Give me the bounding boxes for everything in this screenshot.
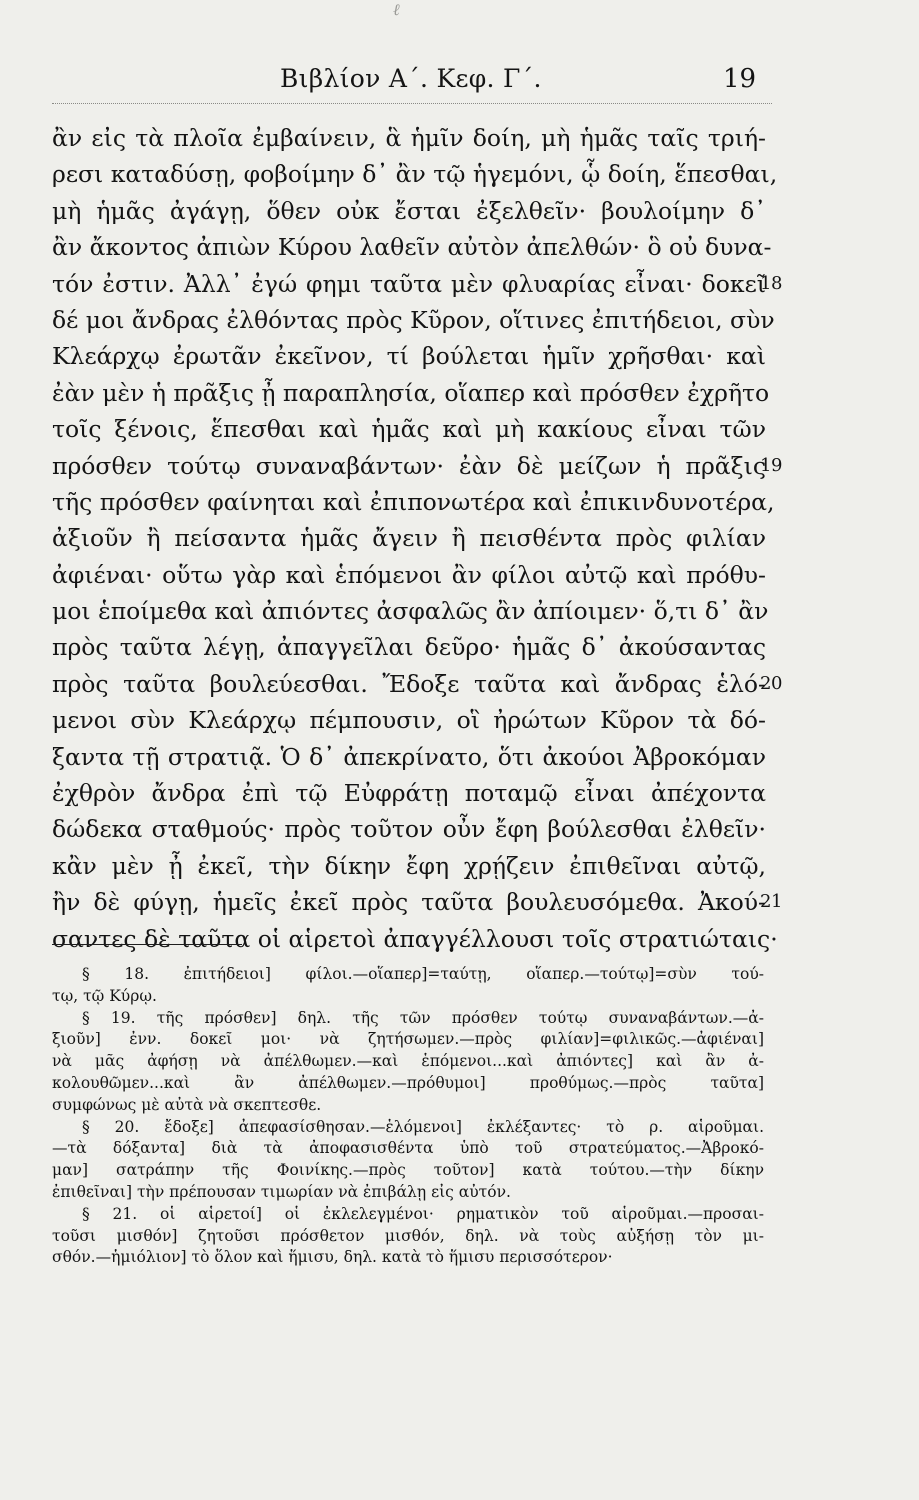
- line-text: μὴ ἡμᾶς ἀγάγῃ, ὅθεν οὐκ ἔσται ἐξελθεῖν· βουλοίμην δ᾽: [52, 196, 766, 225]
- text-line: [52, 411, 766, 447]
- pencil-mark: ℓ: [393, 0, 400, 19]
- note-line: κολουθῶμεν...καὶ ἂν ἀπέλθωμεν.—πρόθυμοι] προθύμως.—πρὸς ταῦτα]: [52, 1073, 764, 1092]
- line-text: σαντες δὲ ταῦτα οἱ αἱρετοὶ ἀπαγγέλλουσι τοῖς στρατιώταις·: [52, 924, 778, 953]
- line-text: τόν ἐστιν. Ἀλλ᾽ ἐγώ φημι ταῦτα μὲν φλυαρίας εἶναι· δοκεῖ: [52, 269, 766, 298]
- section-number: 20: [760, 672, 782, 694]
- text-line: [52, 884, 782, 920]
- text-line: [52, 557, 766, 593]
- line-text: Κλεάρχῳ ἐρωτᾶν ἐκεῖνον, τί βούλεται ἡμῖν χρῆσθαι· καὶ: [52, 342, 766, 371]
- line-text: ἐχθρὸν ἄνδρα ἐπὶ τῷ Εὐφράτῃ ποταμῷ εἶναι ἀπέχοντα: [52, 779, 766, 808]
- line-text: ἂν εἰς τὰ πλοῖα ἐμβαίνειν, ἃ ἡμῖν δοίη, μὴ ἡμᾶς ταῖς τριή-: [52, 124, 766, 152]
- text-line: [52, 702, 766, 738]
- line-text: ἢν δὲ φύγῃ, ἡμεῖς ἐκεῖ πρὸς ταῦτα βουλευσόμεθα. Ἀκού-: [52, 888, 766, 917]
- note-line: μαν] σατράπην τῆς Φοινίκης.—πρὸς τοῦτον] κατὰ τούτου.—τὴν δίκην: [52, 1161, 764, 1180]
- line-text: τοῖς ξένοις, ἕπεσθαι καὶ ἡμᾶς καὶ μὴ κακίους εἶναι τῶν: [52, 415, 766, 444]
- text-line: [52, 193, 766, 229]
- line-text: ἂν ἄκοντος ἀπιὼν Κύρου λαθεῖν αὐτὸν ἀπελθών· ὃ οὐ δυνα-: [52, 233, 772, 262]
- note-line: νὰ μᾶς ἀφήσῃ νὰ ἀπέλθωμεν.—καὶ ἑπόμενοι...καὶ ἀπιόντες] καὶ ἂν ἀ-: [52, 1052, 764, 1071]
- page-number: 19: [723, 64, 757, 94]
- text-line: [52, 484, 775, 520]
- running-title: Βιβλίον Α΄. Κεφ. Γ΄.: [280, 64, 542, 93]
- text-line: [52, 666, 782, 702]
- line-text: κἂν μὲν ᾖ ἐκεῖ, τὴν δίκην ἔφη χρῄζειν ἐπιθεῖναι αὐτῷ,: [52, 851, 766, 880]
- line-text: ξαντα τῇ στρατιᾷ. Ὁ δ᾽ ἀπεκρίνατο, ὅτι ἀκούοι Ἀβροκόμαν: [52, 742, 766, 771]
- note-line: § 20. ἔδοξε] ἀπεφασίσθησαν.—ἑλόμενοι] ἐκλέξαντες· τὸ ρ. αἱροῦμαι.: [82, 1117, 764, 1136]
- section-number: 18: [760, 272, 782, 294]
- line-text: πρὸς ταῦτα βουλεύεσθαι. Ἔδοξε ταῦτα καὶ ἄνδρας ἑλό-: [52, 669, 766, 698]
- text-line: [52, 811, 766, 847]
- note-line: ἐπιθεῖναι] τὴν πρέπουσαν τιμωρίαν νὰ ἐπιβάλῃ εἰς αὐτόν.: [52, 1182, 511, 1201]
- line-text: ἀφιέναι· οὕτω γὰρ καὶ ἑπόμενοι ἂν φίλοι αὐτῷ καὶ πρόθυ-: [52, 560, 766, 589]
- line-text: ἀξιοῦν ἢ πείσαντα ἡμᾶς ἄγειν ἢ πεισθέντα πρὸς φιλίαν: [52, 524, 766, 553]
- text-line: [52, 520, 766, 556]
- text-line: [52, 739, 766, 775]
- main-text: [52, 120, 832, 957]
- header-rule: [52, 103, 772, 104]
- text-line: [52, 593, 769, 629]
- line-text: μενοι σὺν Κλεάρχῳ πέμπουσιν, οἳ ἠρώτων Κῦρον τὰ δό-: [52, 706, 766, 735]
- line-text: πρὸς ταῦτα λέγῃ, ἀπαγγεῖλαι δεῦρο· ἡμᾶς δ᾽ ἀκούσαντας: [52, 633, 766, 662]
- line-text: ἐὰν μὲν ἡ πρᾶξις ᾖ παραπλησία, οἵαπερ καὶ πρόσθεν ἐχρῆτο: [52, 378, 770, 407]
- note-line: —τὰ δόξαντα] διὰ τὰ ἀποφασισθέντα ὑπὸ τοῦ στρατεύματος.—Ἀβροκό-: [52, 1139, 764, 1158]
- line-text: τῆς πρόσθεν φαίνηται καὶ ἐπιπονωτέρα καὶ ἐπικινδυνοτέρα,: [52, 487, 775, 516]
- line-text: ρεσι καταδύσῃ, φοβοίμην δ᾽ ἂν τῷ ἡγεμόνι, ᾧ δοίη, ἕπεσθαι,: [52, 160, 778, 189]
- text-line: [52, 848, 766, 884]
- note-line: τῳ, τῷ Κύρῳ.: [52, 986, 157, 1005]
- line-text: δέ μοι ἄνδρας ἐλθόντας πρὸς Κῦρον, οἵτινες ἐπιτήδειοι, σὺν: [52, 305, 775, 334]
- footnote-rule: [52, 944, 242, 945]
- text-line: [52, 448, 782, 484]
- footnotes: [52, 964, 772, 1269]
- text-line: [52, 921, 778, 957]
- note-line: § 19. τῆς πρόσθεν] δηλ. τῆς τῶν πρόσθεν τούτῳ συναναβάντων.—ἀ-: [82, 1008, 764, 1027]
- text-line: [52, 229, 772, 265]
- text-line: [52, 338, 766, 374]
- note-line: § 21. οἱ αἱρετοί] οἱ ἐκλελεγμένοι· ρηματικὸν τοῦ αἱροῦμαι.—προσαι-: [82, 1204, 764, 1223]
- text-line: [52, 120, 766, 156]
- note-line: τοῦσι μισθόν] ζητοῦσι πρόσθετον μισθόν, δηλ. νὰ τοὺς αὐξήσῃ τὸν μι-: [52, 1226, 764, 1245]
- section-number: 21: [760, 891, 782, 913]
- line-text: πρόσθεν τούτῳ συναναβάντων· ἐὰν δὲ μείζων ἡ πρᾶξις: [52, 451, 766, 480]
- text-line: [52, 375, 770, 411]
- text-line: [52, 266, 782, 302]
- note-line: σθόν.—ἡμιόλιον] τὸ ὅλον καὶ ἥμισυ, δηλ. κατὰ τὸ ἥμισυ περισσότερον·: [52, 1248, 613, 1267]
- text-line: [52, 629, 766, 665]
- text-line: [52, 302, 775, 338]
- section-number: 19: [760, 454, 782, 476]
- note-line: § 18. ἐπιτήδειοι] φίλοι.—οἵαπερ]=ταύτῃ, οἵαπερ.—τούτῳ]=σὺν τού-: [82, 965, 764, 983]
- line-text: μοι ἑποίμεθα καὶ ἀπιόντες ἀσφαλῶς ἂν ἀπίοιμεν· ὅ,τι δ᾽ ἂν: [52, 597, 769, 626]
- line-text: δώδεκα σταθμούς· πρὸς τοῦτον οὖν ἔφη βούλεσθαι ἐλθεῖν·: [52, 815, 766, 844]
- running-head: [0, 64, 919, 100]
- note-line: συμφώνως μὲ αὐτὰ νὰ σκεπτεσθε.: [52, 1095, 322, 1114]
- text-line: [52, 156, 778, 192]
- note-line: ξιοῦν] ἐνν. δοκεῖ μοι· νὰ ζητήσωμεν.—πρὸς φιλίαν]=φιλικῶς.—ἀφιέναι]: [52, 1030, 764, 1049]
- text-line: [52, 775, 766, 811]
